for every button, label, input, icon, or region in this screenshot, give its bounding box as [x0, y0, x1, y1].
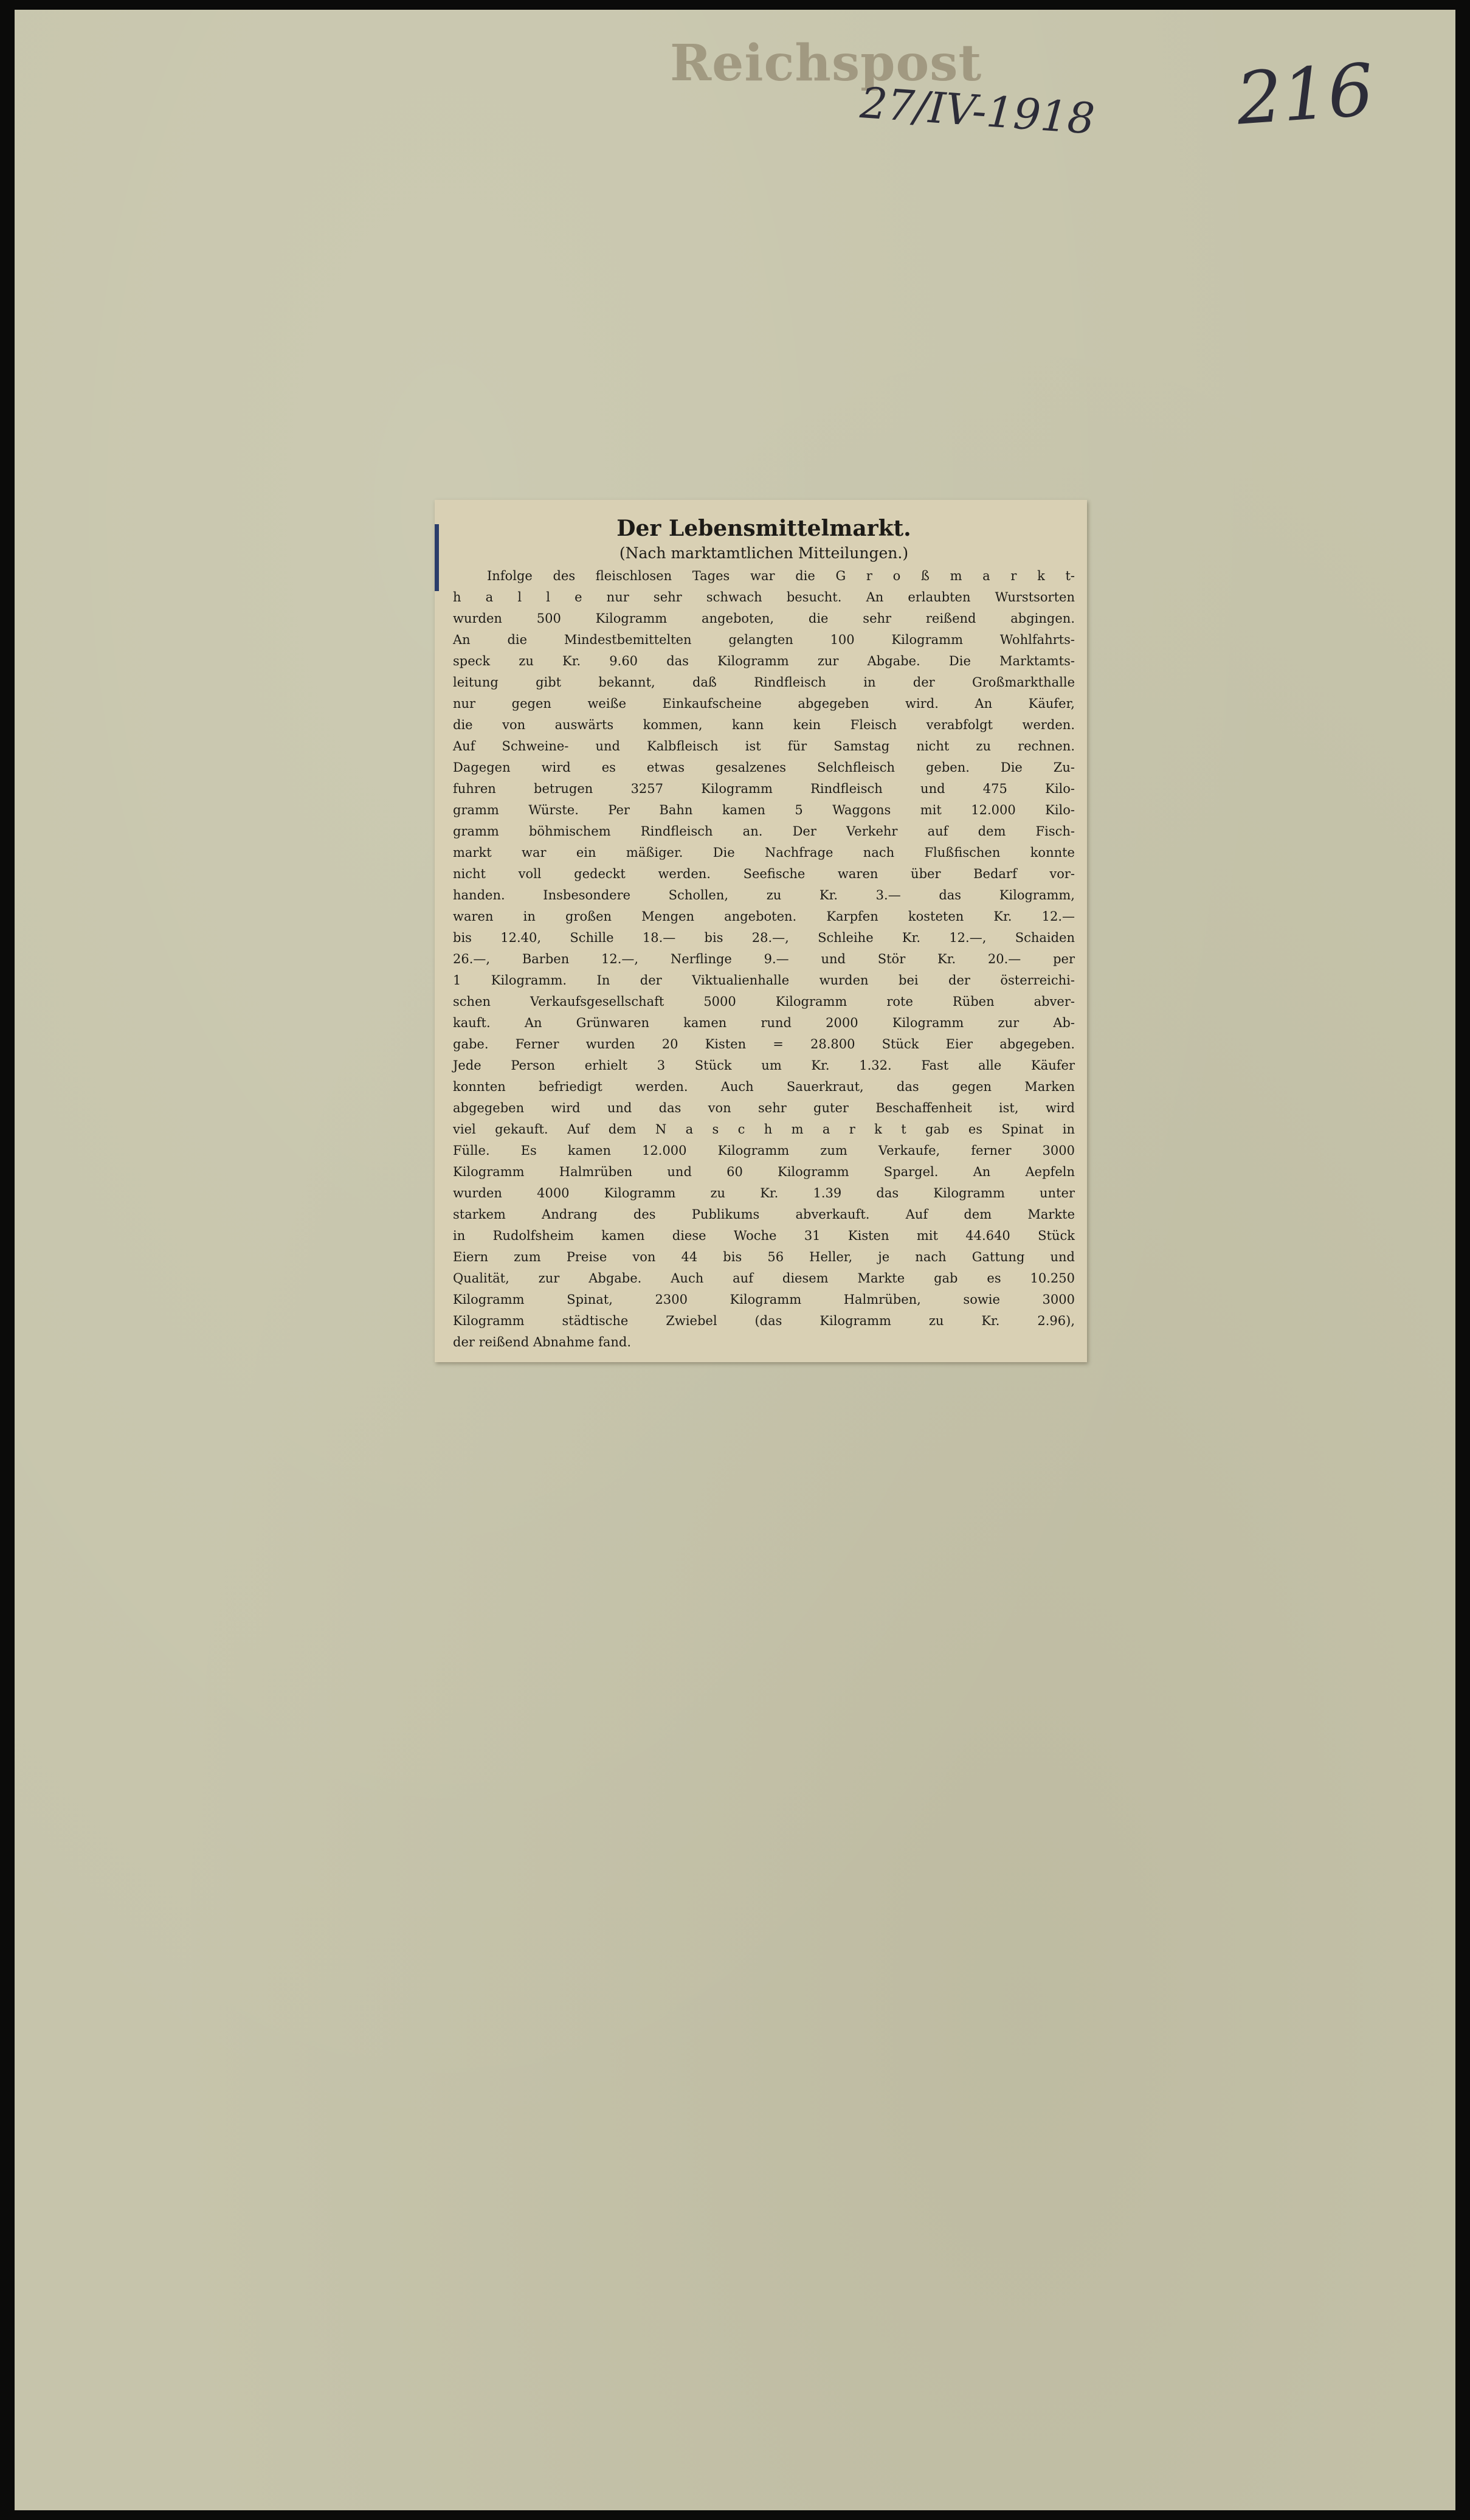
article-line: konnten befriedigt werden. Auch Sauerkraut, das gegen Marken [453, 1079, 1075, 1094]
article-line: Kilogramm Halmrüben und 60 Kilogramm Spargel. An Aepfeln [453, 1165, 1075, 1179]
article-line: speck zu Kr. 9.60 das Kilogramm zur Abgabe. Die Marktamts- [453, 654, 1075, 668]
article-line: bis 12.40, Schille 18.— bis 28.—, Schleihe Kr. 12.—, Schaiden [453, 930, 1075, 945]
article-line: gramm Würste. Per Bahn kamen 5 Waggons mit 12.000 Kilo- [453, 803, 1075, 817]
article-line: der reißend Abnahme fand. [453, 1335, 631, 1349]
article-line: kauft. An Grünwaren kamen rund 2000 Kilogramm zur Ab- [453, 1016, 1075, 1030]
article-line: gramm böhmischem Rindfleisch an. Der Verkehr auf dem Fisch- [453, 824, 1075, 839]
article-line: waren in großen Mengen angeboten. Karpfen kosteten Kr. 12.— [453, 909, 1075, 924]
article-line: Infolge des fleischlosen Tages war die G r o ß m a r k t- [487, 569, 1075, 583]
article-line: handen. Insbesondere Schollen, zu Kr. 3.— das Kilogramm, [453, 888, 1075, 902]
article-line: starkem Andrang des Publikums abverkauft. Auf dem Markte [453, 1207, 1075, 1222]
newspaper-clipping [435, 500, 1087, 1362]
article-line: abgegeben wird und das von sehr guter Beschaffenheit ist, wird [453, 1101, 1075, 1115]
clipping-edge-mark [435, 524, 439, 591]
article-line: Kilogramm Spinat, 2300 Kilogramm Halmrüben, sowie 3000 [453, 1292, 1075, 1307]
folio-number: 216 [1234, 47, 1376, 141]
article-line: Dagegen wird es etwas gesalzenes Selchfleisch geben. Die Zu- [453, 760, 1075, 775]
article-line: leitung gibt bekannt, daß Rindfleisch in der Großmarkthalle [453, 675, 1075, 690]
article-line: viel gekauft. Auf dem N a s c h m a r k t gab es Spinat in [453, 1122, 1075, 1137]
article-line: wurden 500 Kilogramm angeboten, die sehr reißend abgingen. [453, 611, 1075, 626]
article-line: Auf Schweine- und Kalbfleisch ist für Samstag nicht zu rechnen. [453, 739, 1075, 753]
article-line: nur gegen weiße Einkaufscheine abgegeben wird. An Käufer, [453, 696, 1075, 711]
article-line: die von auswärts kommen, kann kein Fleisch verabfolgt werden. [453, 718, 1075, 732]
article-line: in Rudolfsheim kamen diese Woche 31 Kisten mit 44.640 Stück [453, 1228, 1075, 1243]
article-line: An die Mindestbemittelten gelangten 100 Kilogramm Wohlfahrts- [453, 632, 1075, 647]
article-line: nicht voll gedeckt werden. Seefische waren über Bedarf vor- [453, 867, 1075, 881]
article-title: Der Lebensmittelmarkt. [616, 516, 911, 541]
article-body [453, 566, 1075, 1353]
article-line: Kilogramm städtische Zwiebel (das Kilogramm zu Kr. 2.96), [453, 1314, 1075, 1328]
article-line: wurden 4000 Kilogramm zu Kr. 1.39 das Kilogramm unter [453, 1186, 1075, 1200]
article-line: 26.—, Barben 12.—, Nerflinge 9.— und Stör Kr. 20.— per [453, 952, 1075, 966]
article-line: markt war ein mäßiger. Die Nachfrage nach Flußfischen konnte [453, 845, 1075, 860]
article-line: fuhren betrugen 3257 Kilogramm Rindfleisch und 475 Kilo- [453, 781, 1075, 796]
article-line: Fülle. Es kamen 12.000 Kilogramm zum Verkaufe, ferner 3000 [453, 1143, 1075, 1158]
article-line: Jede Person erhielt 3 Stück um Kr. 1.32. Fast alle Käufer [453, 1058, 1075, 1073]
article-line: gabe. Ferner wurden 20 Kisten = 28.800 Stück Eier abgegeben. [453, 1037, 1075, 1051]
article-line: schen Verkaufsgesellschaft 5000 Kilogramm rote Rüben abver- [453, 994, 1075, 1009]
article-line: 1 Kilogramm. In der Viktualienhalle wurden bei der österreichi- [453, 973, 1075, 988]
article-line: h a l l e nur sehr schwach besucht. An erlaubten Wurstsorten [453, 590, 1075, 604]
article-line: Qualität, zur Abgabe. Auch auf diesem Markte gab es 10.250 [453, 1271, 1075, 1286]
handwritten-date: 27/IV-1918 [858, 78, 1097, 144]
article-subtitle: (Nach marktamtlichen Mitteilungen.) [619, 544, 909, 562]
newspaper-stamp: Reichspost [670, 34, 982, 92]
article-line: Eiern zum Preise von 44 bis 56 Heller, je nach Gattung und [453, 1250, 1075, 1264]
